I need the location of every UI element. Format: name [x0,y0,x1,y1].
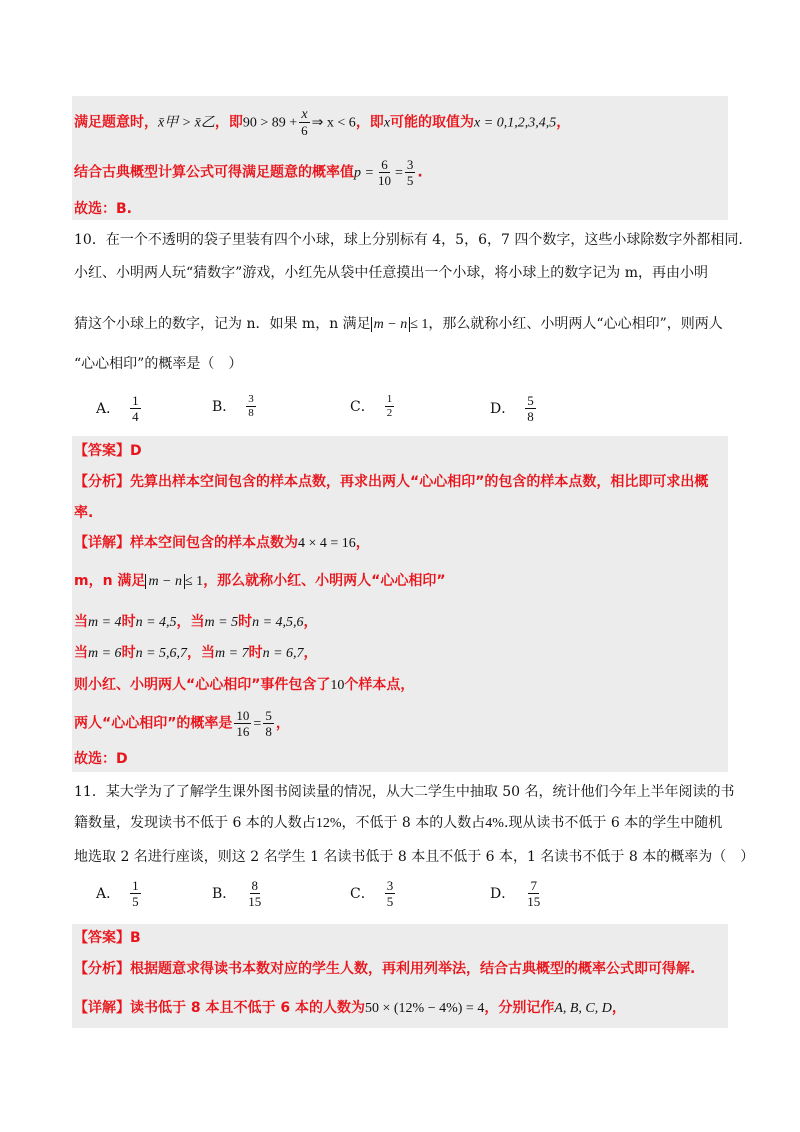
math: p = [354,165,374,181]
question-text: 小红、小明两人玩“猜数字”游戏，小红先从袋中任意摸出一个小球，将小球上的数字记为 m，再由小明 [74,265,709,281]
analysis-line: 【分析】根据题意求得读书本数对应的学生人数，再利用列举法，结合古典概型的概率公式即可得解. [74,961,696,977]
math: ≤ 1 [410,317,429,332]
analysis-line: 【分析】先算出样本空间包含的样本点数，再求出两人“心心相印”的包含的样本点数，相比即可求出概 [74,474,709,490]
math: 4 × 4 = 16 [298,536,356,551]
option-d[interactable]: D． $\frac{7}{15}$ [490,878,541,909]
detail-line: 两人“心心相印”的概率是 $\frac{10}{16}$ = $\frac{5}{8}$ ， [74,708,290,739]
choice-line: 故选：B. [74,201,132,217]
question-text: 猜这个小球上的数字，记为 n．如果 m，n 满足 m − n ≤ 1，那么就称小红、小明两人“心心相印”，则两人 [74,316,723,332]
text: 满足题意时， [74,114,158,131]
math: 4% [485,816,504,831]
text: ，即 [355,114,384,131]
math: m = 6 [88,646,122,661]
math: n = 6,7 [262,646,304,661]
math: m = 4 [88,615,122,630]
math: ≤ 1 [185,574,204,589]
math: = [394,165,403,181]
text: ，即 [214,114,243,131]
math: m − n [371,317,411,332]
option-c[interactable]: C． $\frac{1}{2}$ [350,393,393,419]
math: n = 4,5 [135,615,177,630]
math: m = 7 [215,646,249,661]
fraction: $\frac{x}{6}$ [301,107,308,138]
option-a[interactable]: A． $\frac{1}{5}$ [96,878,139,909]
detail-line: 当m = 6时n = 5,6,7，当m = 7时n = 6,7， [74,645,318,661]
fraction: $\frac{1}{5}$ [132,878,139,909]
solution-line [74,157,423,188]
math: n = 5,6,7 [135,646,188,661]
question-text: 地选取 2 名进行座谈，则这 2 名学生 1 名读书低于 8 本且不低于 6 本，1 名读书不低于 8 本的概率为（ ） [74,849,755,865]
math: A, B, C, D [554,1001,612,1016]
detail-line: 【详解】样本空间包含的样本点数为4 × 4 = 16， [74,535,370,551]
math: x = 0,1,2,3,4,5 [474,115,557,131]
detail-line: m，n 满足 m − n ≤ 1，那么就称小红、小明两人“心心相印” [74,573,446,589]
question-text: “心心相印”的概率是（ ） [74,356,243,372]
fraction: $\frac{8}{15}$ [248,878,262,909]
option-c[interactable]: C． $\frac{3}{5}$ [350,878,394,909]
option-d[interactable]: D． $\frac{5}{8}$ [490,393,534,424]
math: = [253,716,262,732]
option-a[interactable]: A． $\frac{1}{4}$ [96,393,139,424]
fraction: $\frac{10}{16}$ [236,708,250,739]
math: 12% [315,816,342,831]
math: x̄甲 > x̄乙 [158,115,215,131]
fraction: $\frac{5}{8}$ [265,708,272,739]
fraction: $\frac{3}{8}$ [248,393,254,419]
math: m − n [145,574,185,589]
math: 50 × (12% − 4%) = 4 [364,1001,485,1016]
text: 结合古典概型计算公式可得满足题意的概率值 [74,164,354,181]
option-b[interactable]: B． $\frac{3}{8}$ [212,393,254,419]
detail-line: 当m = 4时n = 4,5，当m = 5时n = 4,5,6， [74,614,318,630]
fraction: $\frac{3}{5}$ [406,157,414,188]
math: x [383,115,391,131]
question-text: 籍数量，发现读书不低于 6 本的人数占12%，不低于 8 本的人数占4%.现从读书不低于 6 本的学生中随机 [74,815,723,831]
detail-line: 【详解】读书低于 8 本且不低于 6 本的人数为50 × (12% − 4%) = 4，分别记作A, B, C, D， [74,1000,626,1016]
fraction: $\frac{5}{8}$ [527,393,534,424]
question-text: 10．在一个不透明的袋子里装有四个小球，球上分别标有 4，5，6，7 四个数字，这些小球除数字外都相同. [74,232,743,248]
answer-line: 【答案】B [74,930,141,946]
fraction: $\frac{1}{4}$ [132,393,139,424]
math: 90 > 89 + [242,115,298,131]
choice-line: 故选：D [74,751,128,767]
analysis-line: 率. [74,505,94,521]
text: . [417,164,423,181]
fraction: $\frac{3}{5}$ [386,878,394,909]
fraction: $\frac{7}{15}$ [527,878,541,909]
text: ， [556,114,571,131]
solution-line [74,107,570,138]
math: 10 [330,678,345,693]
math: n = 4,5,6 [252,615,304,630]
math: ⇒ x < 6 [311,115,356,131]
fraction: $\frac{6}{10}$ [377,157,391,188]
math: m = 5 [204,615,239,630]
answer-line: 【答案】D [74,443,142,459]
detail-line: 则小红、小明两人“心心相印”事件包含了10个样本点， [74,677,415,693]
fraction: $\frac{1}{2}$ [386,393,393,419]
option-b[interactable]: B． $\frac{8}{15}$ [212,878,262,909]
text: 可能的取值为 [390,114,475,131]
question-text: 11．某大学为了了解学生课外图书阅读量的情况，从大二学生中抽取 50 名，统计他们今年上半年阅读的书 [74,784,735,800]
